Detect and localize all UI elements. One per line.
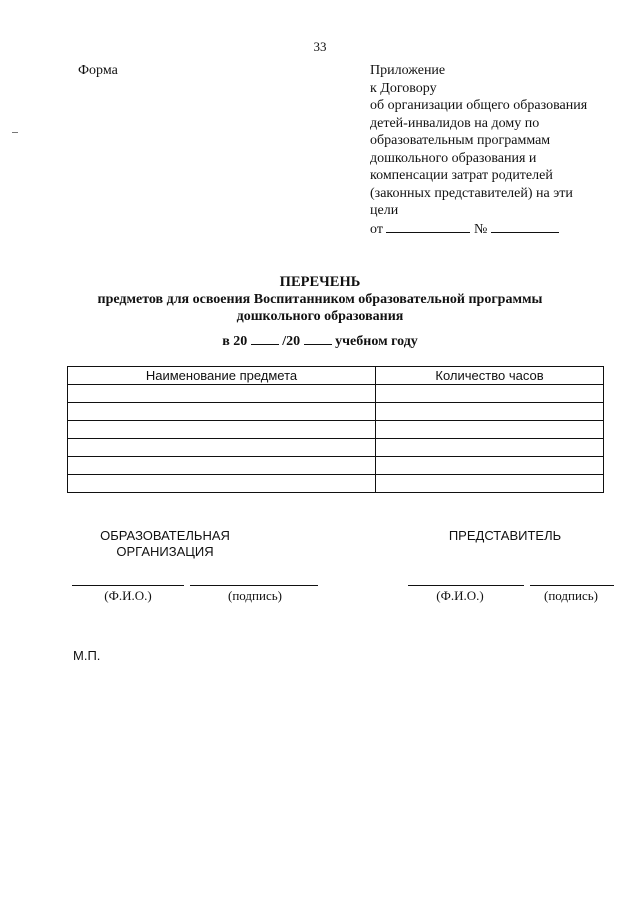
organization-title-line: ОРГАНИЗАЦИЯ: [116, 544, 214, 559]
appendix-date-line: [370, 220, 620, 239]
table-row: [68, 403, 604, 421]
organization-title: [70, 528, 260, 560]
organization-fio-caption: (Ф.И.О.): [104, 588, 152, 603]
year-suffix: учебном году: [335, 334, 418, 349]
organization-fio-line[interactable]: [72, 585, 184, 586]
date-prefix: от: [370, 221, 383, 237]
year-start-blank[interactable]: [251, 332, 279, 345]
appendix-block: [370, 62, 620, 238]
representative-fio-line[interactable]: [408, 585, 524, 586]
representative-signature-line[interactable]: [530, 585, 614, 586]
appendix-line: дошкольного образования и: [370, 150, 537, 166]
appendix-line: об организации общего образования: [370, 98, 588, 113]
year-middle: /20: [282, 334, 301, 349]
table-row: [68, 439, 604, 457]
subject-name-cell[interactable]: [68, 403, 376, 421]
representative-signature-caption: (подпись): [544, 588, 598, 603]
organization-signature-line[interactable]: [190, 585, 318, 586]
organization-title-line: ОБРАЗОВАТЕЛЬНАЯ: [100, 528, 230, 543]
organization-signature-caption: (подпись): [228, 588, 282, 603]
hours-cell[interactable]: [376, 403, 604, 421]
scan-mark: [12, 132, 18, 133]
seal-label: М.П.: [73, 648, 101, 663]
date-blank[interactable]: [386, 220, 470, 233]
subject-name-cell[interactable]: [68, 475, 376, 493]
table-row: [68, 457, 604, 475]
table-row: [68, 475, 604, 493]
appendix-line: компенсации затрат родителей: [370, 168, 553, 183]
document-subtitle: [0, 291, 640, 325]
number-blank[interactable]: [491, 220, 559, 233]
subject-name-cell[interactable]: [68, 439, 376, 457]
appendix-line: цели: [370, 203, 399, 218]
page-number: 33: [313, 39, 327, 54]
hours-header: Количество часов: [376, 367, 604, 385]
document-title: ПЕРЕЧЕНЬ: [279, 274, 361, 290]
appendix-line: (законных представителей) на эти: [370, 185, 573, 201]
subject-name-cell[interactable]: [68, 385, 376, 403]
hours-cell[interactable]: [376, 475, 604, 493]
hours-cell[interactable]: [376, 457, 604, 475]
subtitle-line: предметов для освоения Воспитанником образовательной программы: [97, 292, 543, 307]
representative-fio-caption: (Ф.И.О.): [436, 588, 484, 603]
appendix-line: Приложение: [370, 63, 446, 78]
appendix-line: к Договору: [370, 80, 437, 96]
table-header-row: [68, 367, 604, 385]
subject-name-cell[interactable]: [68, 457, 376, 475]
subjects-table: [67, 366, 604, 493]
year-end-blank[interactable]: [304, 332, 332, 345]
hours-cell[interactable]: [376, 385, 604, 403]
representative-title: ПРЕДСТАВИТЕЛЬ: [448, 528, 562, 543]
hours-cell[interactable]: [376, 421, 604, 439]
number-sign: №: [473, 221, 488, 237]
appendix-line: детей-инвалидов на дому по: [370, 115, 540, 131]
table-row: [68, 421, 604, 439]
year-prefix: в 20: [222, 334, 248, 349]
subject-name-cell[interactable]: [68, 421, 376, 439]
hours-cell[interactable]: [376, 439, 604, 457]
table-row: [68, 385, 604, 403]
appendix-line: образовательным программам: [370, 133, 551, 148]
school-year-line: [0, 332, 640, 350]
form-label: Форма: [78, 63, 118, 78]
subject-name-header: Наименование предмета: [68, 367, 376, 385]
subtitle-line: дошкольного образования: [236, 309, 404, 324]
